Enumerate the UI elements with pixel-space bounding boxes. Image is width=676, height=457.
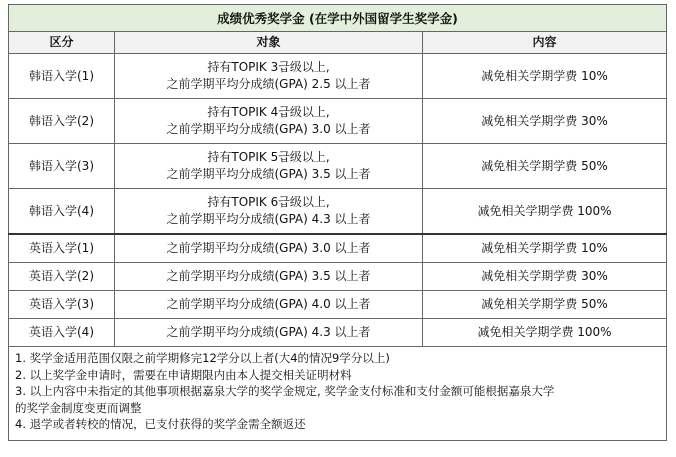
table-row xyxy=(9,291,667,319)
row-target xyxy=(115,189,423,235)
row-category: 韩语入学(2) xyxy=(9,99,115,144)
row-target: 之前学期平均分成绩(GPA) 4.3 以上者 xyxy=(115,319,423,347)
row-content: 减免相关学期学费 100% xyxy=(423,189,667,235)
row-content: 减免相关学期学费 50% xyxy=(423,144,667,189)
note-line: 1. 奖学金适用范围仅限之前学期修完12学分以上者(大4的情况9学分以上) xyxy=(15,351,390,365)
notes-row xyxy=(9,347,667,441)
row-target: 之前学期平均分成绩(GPA) 3.0 以上者 xyxy=(115,234,423,263)
table-row xyxy=(9,319,667,347)
header-row xyxy=(9,32,667,54)
target-line: 之前学期平均分成绩(GPA) 4.3 以上者 xyxy=(166,212,371,226)
row-content: 减免相关学期学费 30% xyxy=(423,263,667,291)
row-category: 英语入学(4) xyxy=(9,319,115,347)
row-target xyxy=(115,54,423,99)
scholarship-table xyxy=(8,4,667,441)
row-content: 减免相关学期学费 10% xyxy=(423,234,667,263)
notes-cell xyxy=(9,347,667,441)
table-row xyxy=(9,263,667,291)
table-row xyxy=(9,99,667,144)
target-line: 之前学期平均分成绩(GPA) 3.0 以上者 xyxy=(166,122,371,136)
row-content: 减免相关学期学费 50% xyxy=(423,291,667,319)
title-row xyxy=(9,5,667,32)
target-line: 持有TOPIK 5급级以上, xyxy=(207,150,330,164)
target-line: 之前学期平均分成绩(GPA) 2.5 以上者 xyxy=(166,77,371,91)
row-target: 之前学期平均分成绩(GPA) 3.5 以上者 xyxy=(115,263,423,291)
target-line: 持有TOPIK 4급级以上, xyxy=(207,105,330,119)
table-row xyxy=(9,189,667,235)
note-line: 3. 以上内容中未指定的其他事项根据嘉泉大学的奖学金规定, 奖学金支付标准和支付金额可能根据嘉泉大学 xyxy=(15,384,555,398)
header-category: 区分 xyxy=(9,32,115,54)
table-row xyxy=(9,54,667,99)
header-target: 对象 xyxy=(115,32,423,54)
row-content: 减免相关学期学费 100% xyxy=(423,319,667,347)
table-row xyxy=(9,234,667,263)
note-line: 4. 退学或者转校的情况，已支付获得的奖学金需全额返还 xyxy=(15,417,306,431)
header-content: 内容 xyxy=(423,32,667,54)
row-target xyxy=(115,144,423,189)
row-category: 英语入学(1) xyxy=(9,234,115,263)
note-line: 的奖学金制度变更而调整 xyxy=(15,400,142,415)
row-category: 韩语入学(4) xyxy=(9,189,115,235)
row-target xyxy=(115,99,423,144)
row-category: 英语入学(2) xyxy=(9,263,115,291)
target-line: 持有TOPIK 3급级以上, xyxy=(207,60,330,74)
row-category: 韩语入学(1) xyxy=(9,54,115,99)
table-title: 成绩优秀奖学金 (在学中外国留学生奖学金) xyxy=(9,5,667,32)
row-target: 之前学期平均分成绩(GPA) 4.0 以上者 xyxy=(115,291,423,319)
target-line: 持有TOPIK 6급级以上, xyxy=(207,195,330,209)
row-category: 英语入学(3) xyxy=(9,291,115,319)
row-category: 韩语入学(3) xyxy=(9,144,115,189)
table-row xyxy=(9,144,667,189)
row-content: 减免相关学期学费 30% xyxy=(423,99,667,144)
scholarship-table-container xyxy=(8,4,666,441)
note-line: 2. 以上奖学金申请时，需要在申请期限内由本人提交相关证明材料 xyxy=(15,367,352,382)
row-content: 减免相关学期学费 10% xyxy=(423,54,667,99)
target-line: 之前学期平均分成绩(GPA) 3.5 以上者 xyxy=(166,167,371,181)
